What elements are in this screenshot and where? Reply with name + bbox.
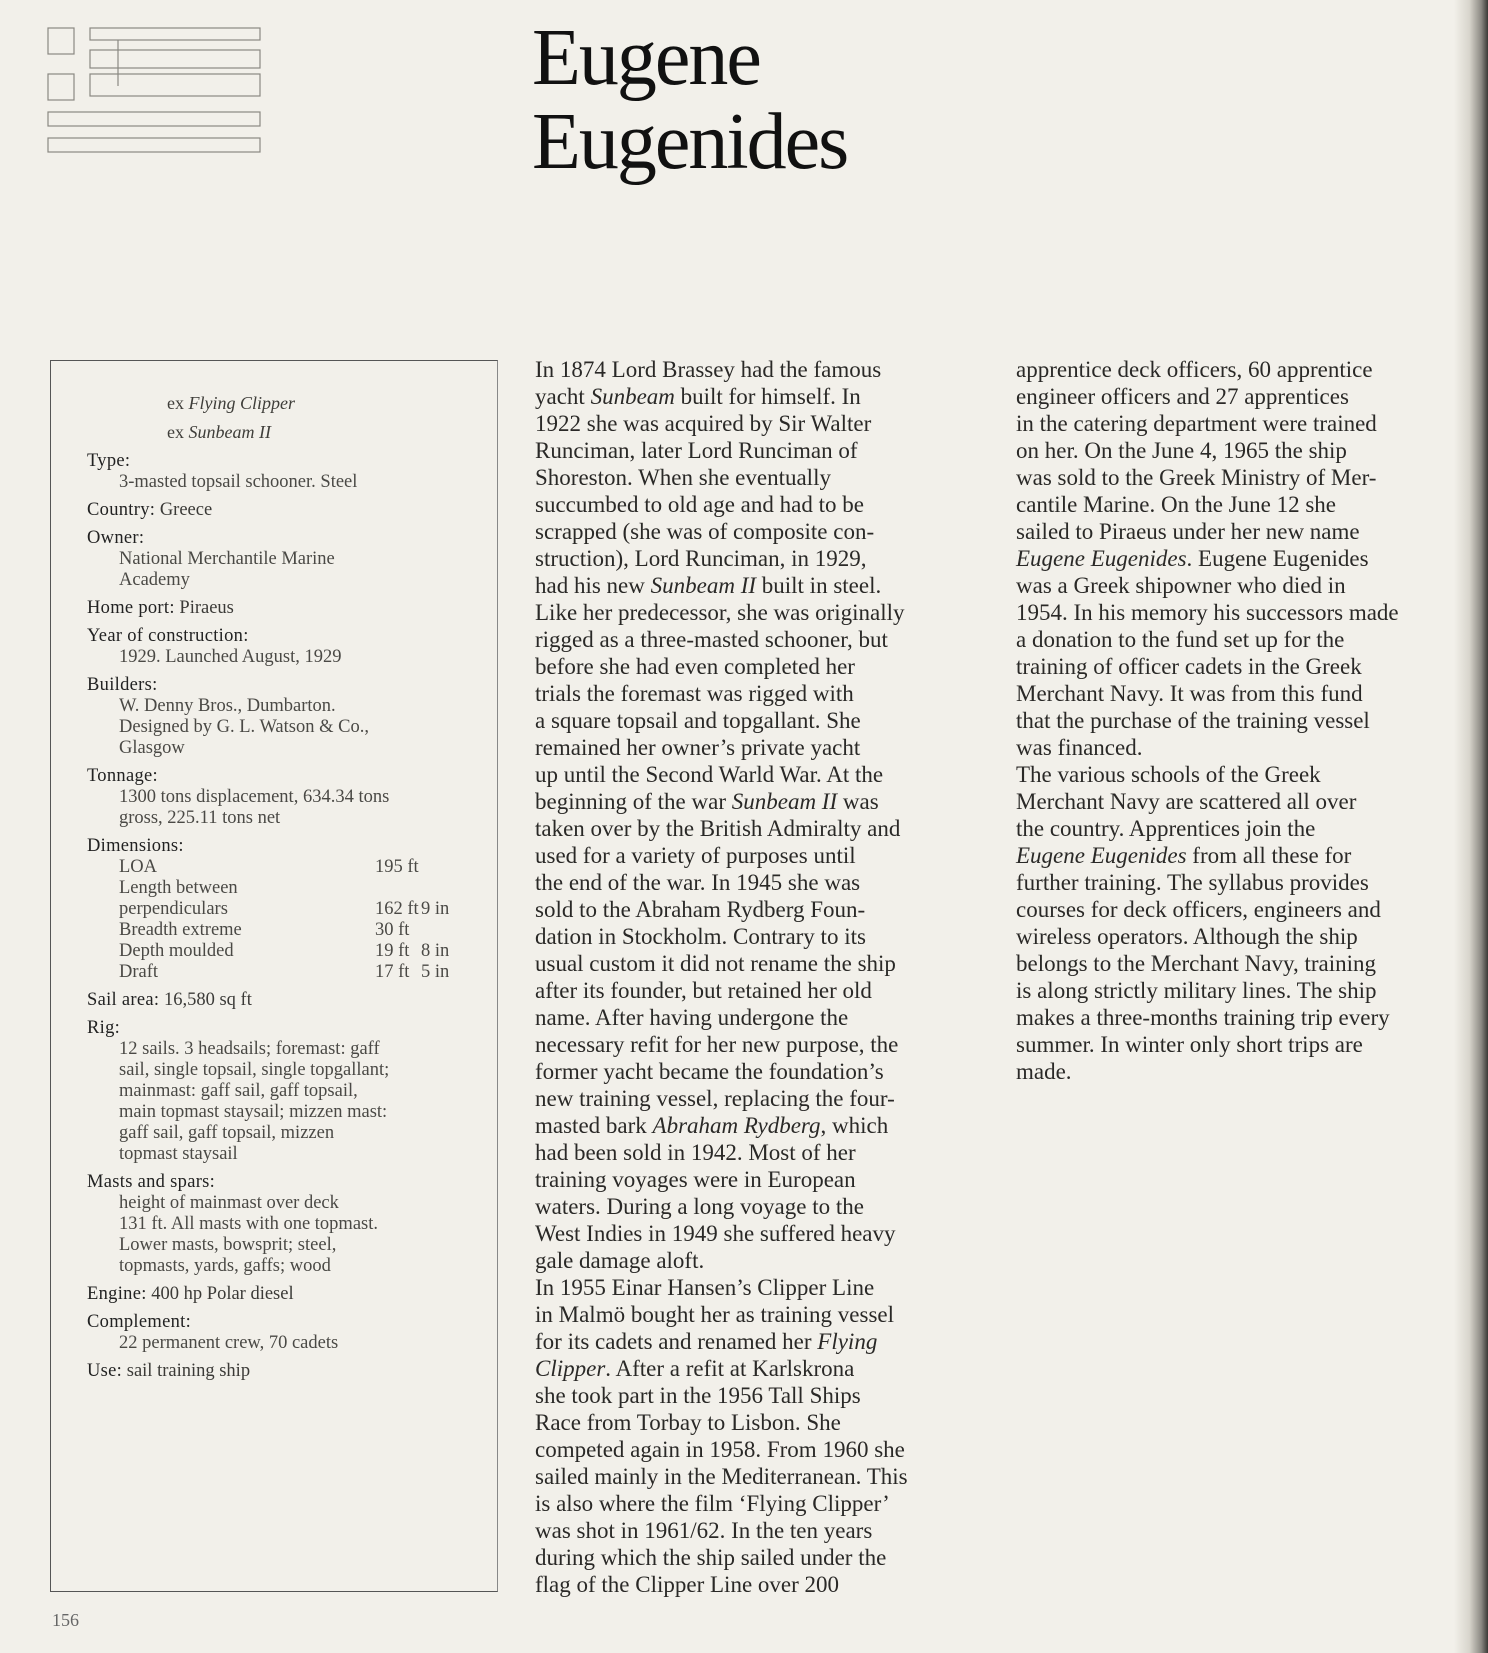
spec-builders: Builders: W. Denny Bros., Dumbarton. Designed by G. L. Watson & Co., Glasgow bbox=[87, 675, 369, 758]
text-line: rigged as a three-masted schooner, but bbox=[535, 627, 888, 652]
text-line: waters. During a long voyage to the bbox=[535, 1194, 864, 1219]
text-line: Eugene Eugenides. Eugene Eugenides bbox=[1016, 546, 1369, 571]
dimension-row: Length between bbox=[119, 878, 238, 898]
spec-sail-area: Sail area: 16,580 sq ft bbox=[87, 990, 252, 1010]
text-line: masted bark Abraham Rydberg, which bbox=[535, 1113, 889, 1138]
dimension-row: LOA 195 ft bbox=[119, 857, 419, 877]
text-line: the end of the war. In 1945 she was bbox=[535, 870, 861, 895]
text-line: struction), Lord Runciman, in 1929, bbox=[535, 546, 867, 571]
text-line: succumbed to old age and had to be bbox=[535, 492, 864, 517]
text-line: during which the ship sailed under the bbox=[535, 1545, 887, 1570]
spec-complement: Complement: 22 permanent crew, 70 cadets bbox=[87, 1312, 339, 1353]
title-line-2: Eugenides bbox=[532, 98, 848, 186]
spec-rig: Rig: 12 sails. 3 headsails; foremast: gaff sail, single topsail, single topgallant; mainmast: gaff sail, gaff topsail, main topmast staysail; mizzen mast: gaff sail, gaff topsail, mizzen topmast staysail bbox=[87, 1018, 390, 1164]
text-line: in the catering department were trained bbox=[1016, 411, 1377, 436]
text-line: sailed mainly in the Mediterranean. This bbox=[535, 1464, 908, 1489]
spec-use: Use: sail training ship bbox=[87, 1361, 251, 1381]
text-line: 1954. In his memory his successors made bbox=[1016, 600, 1399, 625]
text-line: sold to the Abraham Rydberg Foun- bbox=[535, 897, 866, 922]
text-line: was a Greek shipowner who died in bbox=[1016, 573, 1346, 598]
spec-masts: Masts and spars: height of mainmast over deck 131 ft. All masts with one topmast. Lower masts, bowsprit; steel, topmasts, yards, gaffs; wood bbox=[87, 1172, 378, 1276]
text-line: necessary refit for her new purpose, the bbox=[535, 1032, 899, 1057]
text-line: scrapped (she was of composite con- bbox=[535, 519, 875, 544]
text-line: she took part in the 1956 Tall Ships bbox=[535, 1383, 861, 1408]
text-line: belongs to the Merchant Navy, training bbox=[1016, 951, 1377, 976]
text-line: further training. The syllabus provides bbox=[1016, 870, 1369, 895]
text-line: cantile Marine. On the June 12 she bbox=[1016, 492, 1336, 517]
page-title bbox=[532, 16, 847, 184]
former-name-1: ex Flying Clipper bbox=[167, 393, 295, 413]
spec-engine: Engine: 400 hp Polar diesel bbox=[87, 1284, 294, 1304]
text-line: Shoreston. When she eventually bbox=[535, 465, 831, 490]
text-line: courses for deck officers, engineers and bbox=[1016, 897, 1381, 922]
text-line: training voyages were in European bbox=[535, 1167, 856, 1192]
text-line: yacht Sunbeam built for himself. In bbox=[535, 384, 861, 409]
text-line: training of officer cadets in the Greek bbox=[1016, 654, 1362, 679]
text-line: after its founder, but retained her old bbox=[535, 978, 872, 1003]
dimension-row: Draft 17 ft 5 in bbox=[119, 962, 450, 982]
text-line: Clipper. After a refit at Karlskrona bbox=[535, 1356, 855, 1381]
specification-list bbox=[87, 393, 487, 1382]
text-line: was shot in 1961/62. In the ten years bbox=[535, 1518, 873, 1543]
spec-country: Country: Greece bbox=[87, 500, 213, 520]
text-line: in Malmö bought her as training vessel bbox=[535, 1302, 894, 1327]
spec-type: Type: 3-masted topsail schooner. Steel bbox=[87, 451, 358, 492]
text-line: the country. Apprentices join the bbox=[1016, 816, 1316, 841]
spec-owner: Owner: National Merchantile Marine Academy bbox=[87, 528, 335, 590]
text-line: Like her predecessor, she was originally bbox=[535, 600, 905, 625]
text-line: was sold to the Greek Ministry of Mer- bbox=[1016, 465, 1377, 490]
text-line: Race from Torbay to Lisbon. She bbox=[535, 1410, 841, 1435]
text-line: a square topsail and topgallant. She bbox=[535, 708, 861, 733]
dimensions-table bbox=[87, 857, 487, 983]
text-line: competed again in 1958. From 1960 she bbox=[535, 1437, 905, 1462]
text-line: flag of the Clipper Line over 200 bbox=[535, 1572, 840, 1597]
text-line: is also where the film ‘Flying Clipper’ bbox=[535, 1491, 890, 1516]
text-line: Eugene Eugenides from all these for bbox=[1016, 843, 1352, 868]
text-line: wireless operators. Although the ship bbox=[1016, 924, 1358, 949]
text-line: 1922 she was acquired by Sir Walter bbox=[535, 411, 872, 436]
text-line: Runciman, later Lord Runciman of bbox=[535, 438, 858, 463]
dimension-row: perpendiculars 162 ft 9 in bbox=[119, 899, 450, 919]
dimension-row: Depth moulded 19 ft 8 in bbox=[119, 941, 450, 961]
text-line: Merchant Navy. It was from this fund bbox=[1016, 681, 1363, 706]
text-line: summer. In winter only short trips are bbox=[1016, 1032, 1363, 1057]
text-line: usual custom it did not rename the ship bbox=[535, 951, 896, 976]
text-line: for its cadets and renamed her Flying bbox=[535, 1329, 878, 1354]
text-line: In 1874 Lord Brassey had the famous bbox=[535, 357, 882, 382]
text-line: beginning of the war Sunbeam II was bbox=[535, 789, 879, 814]
text-line: used for a variety of purposes until bbox=[535, 843, 856, 868]
text-line: sailed to Piraeus under her new name bbox=[1016, 519, 1360, 544]
text-line: that the purchase of the training vessel bbox=[1016, 708, 1370, 733]
spec-dimensions: Dimensions: LOA 195 ft Length between perpendiculars 162 ft 9 in Breadth extreme 30 ft Depth moulded 19 ft 8 in Draft 17 ft 5 in bbox=[87, 836, 487, 983]
text-line: West Indies in 1949 she suffered heavy bbox=[535, 1221, 896, 1246]
text-line: In 1955 Einar Hansen’s Clipper Line bbox=[535, 1275, 875, 1300]
spec-home-port: Home port: Piraeus bbox=[87, 598, 234, 618]
page-number: 156 bbox=[52, 1610, 79, 1630]
dimension-row: Breadth extreme 30 ft bbox=[119, 920, 410, 940]
body-column-2 bbox=[1016, 356, 1464, 1085]
text-line: Merchant Navy are scattered all over bbox=[1016, 789, 1357, 814]
text-line: before she had even completed her bbox=[535, 654, 855, 679]
text-line: taken over by the British Admiralty and bbox=[535, 816, 901, 841]
text-line: had been sold in 1942. Most of her bbox=[535, 1140, 856, 1165]
text-line: trials the foremast was rigged with bbox=[535, 681, 854, 706]
text-line: had his new Sunbeam II built in steel. bbox=[535, 573, 882, 598]
specification-box bbox=[50, 360, 498, 1592]
text-line: on her. On the June 4, 1965 the ship bbox=[1016, 438, 1347, 463]
text-line: apprentice deck officers, 60 apprentice bbox=[1016, 357, 1373, 382]
text-line: made. bbox=[1016, 1059, 1072, 1084]
text-line: remained her owner’s private yacht bbox=[535, 735, 861, 760]
former-name-2: ex Sunbeam II bbox=[167, 422, 271, 442]
text-line: is along strictly military lines. The ship bbox=[1016, 978, 1377, 1003]
spec-tonnage: Tonnage: 1300 tons displacement, 634.34 tons gross, 225.11 tons net bbox=[87, 766, 390, 828]
text-line: former yacht became the foundation’s bbox=[535, 1059, 884, 1084]
spec-year: Year of construction: 1929. Launched August, 1929 bbox=[87, 626, 342, 667]
text-line: makes a three-months training trip every bbox=[1016, 1005, 1390, 1030]
text-line: dation in Stockholm. Contrary to its bbox=[535, 924, 866, 949]
title-line-1: Eugene bbox=[532, 14, 760, 102]
text-line: The various schools of the Greek bbox=[1016, 762, 1321, 787]
text-line: was financed. bbox=[1016, 735, 1143, 760]
text-line: gale damage aloft. bbox=[535, 1248, 705, 1273]
text-line: name. After having undergone the bbox=[535, 1005, 849, 1030]
text-line: a donation to the fund set up for the bbox=[1016, 627, 1345, 652]
text-line: new training vessel, replacing the four- bbox=[535, 1086, 895, 1111]
text-line: engineer officers and 27 apprentices bbox=[1016, 384, 1349, 409]
text-line: up until the Second Warld War. At the bbox=[535, 762, 884, 787]
body-column-1 bbox=[535, 356, 995, 1598]
ship-rig-logo bbox=[46, 26, 276, 166]
